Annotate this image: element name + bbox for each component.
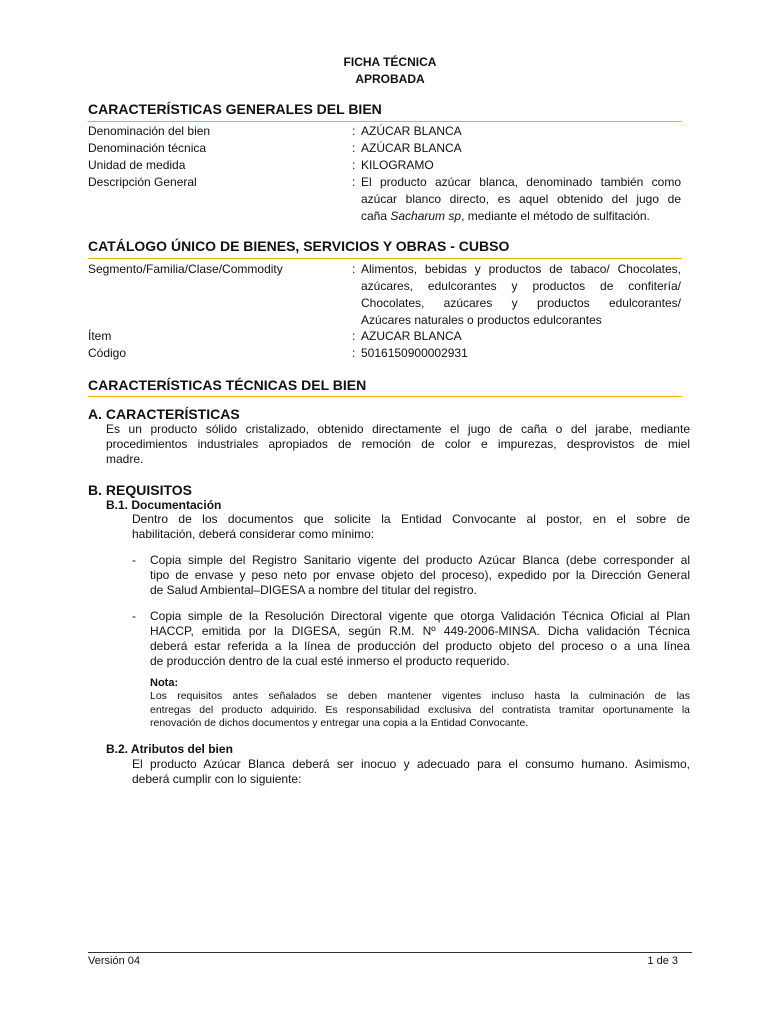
section-heading-cubso: CATÁLOGO ÚNICO DE BIENES, SERVICIOS Y OBRAS - CUBSO	[88, 238, 510, 254]
footer-page-number: 1 de 3	[647, 955, 678, 967]
field-label: Descripción General	[88, 175, 197, 189]
paragraph-line: deberá estar referida a la línea de producción del producto objeto del proceso o a una línea	[150, 639, 690, 653]
paragraph-line: tipo de envase y peso neto por envase objeto del proceso), expedido por la Dirección General	[150, 568, 690, 582]
paragraph-line: Copia simple de la Resolución Directoral vigente que otorga Validación Técnica Oficial al Plan	[150, 609, 690, 623]
value-text: caña	[361, 209, 391, 223]
note-text	[150, 690, 690, 731]
paragraph-caracteristicas	[106, 422, 690, 467]
document-page	[88, 0, 692, 1024]
subsection-heading-a: A. CARACTERÍSTICAS	[88, 406, 240, 422]
paragraph-line: deberá cumplir con lo siguiente:	[132, 772, 302, 786]
value-line: Azúcares naturales o productos edulcorantes	[361, 313, 602, 327]
section-rule	[88, 258, 682, 259]
note-line: renovación de dichos documentos y entregar una copia a la Entidad Convocante.	[150, 717, 529, 729]
field-colon: :	[352, 329, 356, 343]
field-label: Ítem	[88, 329, 112, 343]
field-colon: :	[352, 124, 356, 138]
value-line	[361, 208, 681, 225]
field-value: KILOGRAMO	[361, 158, 434, 172]
field-label: Código	[88, 346, 127, 360]
paragraph-line: de producción dentro de la cual esté inmerso el producto requerido.	[150, 654, 510, 668]
note-title: Nota:	[150, 677, 179, 689]
subsection-heading-b2: B.2. Atributos del bien	[106, 742, 233, 756]
field-colon: :	[352, 141, 356, 155]
field-colon: :	[352, 158, 356, 172]
paragraph-line: Es un producto sólido cristalizado, obtenido directamente el jugo de caña o del jarabe, mediante	[106, 422, 690, 436]
paragraph-line: de Salud Ambiental–DIGESA a nombre del titular del registro.	[150, 583, 477, 597]
value-line: Chocolates, azúcares y productos edulcorantes/	[361, 296, 681, 310]
value-line: Alimentos, bebidas y productos de tabaco/ Chocolates,	[361, 262, 681, 276]
bullet-dash: -	[132, 553, 136, 567]
value-line: azúcar blanco directo, es aquel obtenido del jugo de	[361, 192, 681, 206]
paragraph-line: HACCP, emitida por la DIGESA, según R.M. Nº 449-2006-MINSA. Dicha validación Técnica	[150, 624, 690, 638]
bullet-registro-sanitario	[150, 553, 690, 598]
field-colon: :	[352, 346, 356, 360]
footer-version: Versión 04	[88, 955, 140, 967]
footer-rule	[88, 952, 692, 953]
field-value	[361, 261, 681, 329]
paragraph-line: El producto Azúcar Blanca deberá ser inocuo y adecuado para el consumo humano. Asimismo,	[132, 757, 690, 771]
paragraph-line: Dentro de los documentos que solicite la Entidad Convocante al postor, en el sobre de	[132, 512, 690, 526]
section-heading-general: CARACTERÍSTICAS GENERALES DEL BIEN	[88, 101, 382, 117]
field-value: AZÚCAR BLANCA	[361, 124, 462, 138]
paragraph-b1-intro	[132, 512, 690, 542]
paragraph-line: Copia simple del Registro Sanitario vigente del producto Azúcar Blanca (debe corresponder al	[150, 553, 690, 567]
field-label: Denominación del bien	[88, 124, 211, 138]
field-value: 5016150900002931	[361, 346, 468, 360]
field-value	[361, 174, 681, 225]
section-rule	[88, 396, 682, 397]
paragraph-line: procedimientos industriales apropiados de remoción de color e impurezas, desprovistos de miel	[106, 437, 690, 451]
paragraph-line: habilitación, deberá considerar como mínimo:	[132, 527, 375, 541]
field-label: Denominación técnica	[88, 141, 207, 155]
note-line: Los requisitos antes señalados se deben mantener vigentes incluso hasta la culminación de las	[150, 690, 690, 702]
value-text: , mediante el método de sulfitación.	[461, 209, 650, 223]
field-colon: :	[352, 262, 356, 276]
field-value: AZÚCAR BLANCA	[361, 141, 462, 155]
value-line: El producto azúcar blanca, denominado también como	[361, 175, 681, 189]
bullet-resolucion-directoral	[150, 609, 690, 669]
note-line: entregas del producto adquirido. Es responsabilidad exclusiva del contratista tramitar oportunamente la	[150, 703, 690, 716]
paragraph-line: madre.	[106, 452, 144, 466]
document-title: FICHA TÉCNICA	[343, 55, 437, 69]
value-line: azúcares, edulcorantes y productos de confitería/	[361, 279, 681, 293]
field-label: Unidad de medida	[88, 158, 186, 172]
paragraph-b2	[132, 757, 690, 787]
section-rule	[88, 121, 682, 122]
field-value: AZUCAR BLANCA	[361, 329, 462, 343]
field-colon: :	[352, 175, 356, 189]
subsection-heading-b: B. REQUISITOS	[88, 482, 192, 498]
field-label: Segmento/Familia/Clase/Commodity	[88, 262, 283, 276]
subsection-heading-b1: B.1. Documentación	[106, 498, 222, 512]
section-heading-tecnicas: CARACTERÍSTICAS TÉCNICAS DEL BIEN	[88, 377, 367, 393]
bullet-dash: -	[132, 609, 136, 623]
document-status: APROBADA	[355, 72, 425, 86]
species-name: Sacharum sp	[390, 209, 462, 223]
